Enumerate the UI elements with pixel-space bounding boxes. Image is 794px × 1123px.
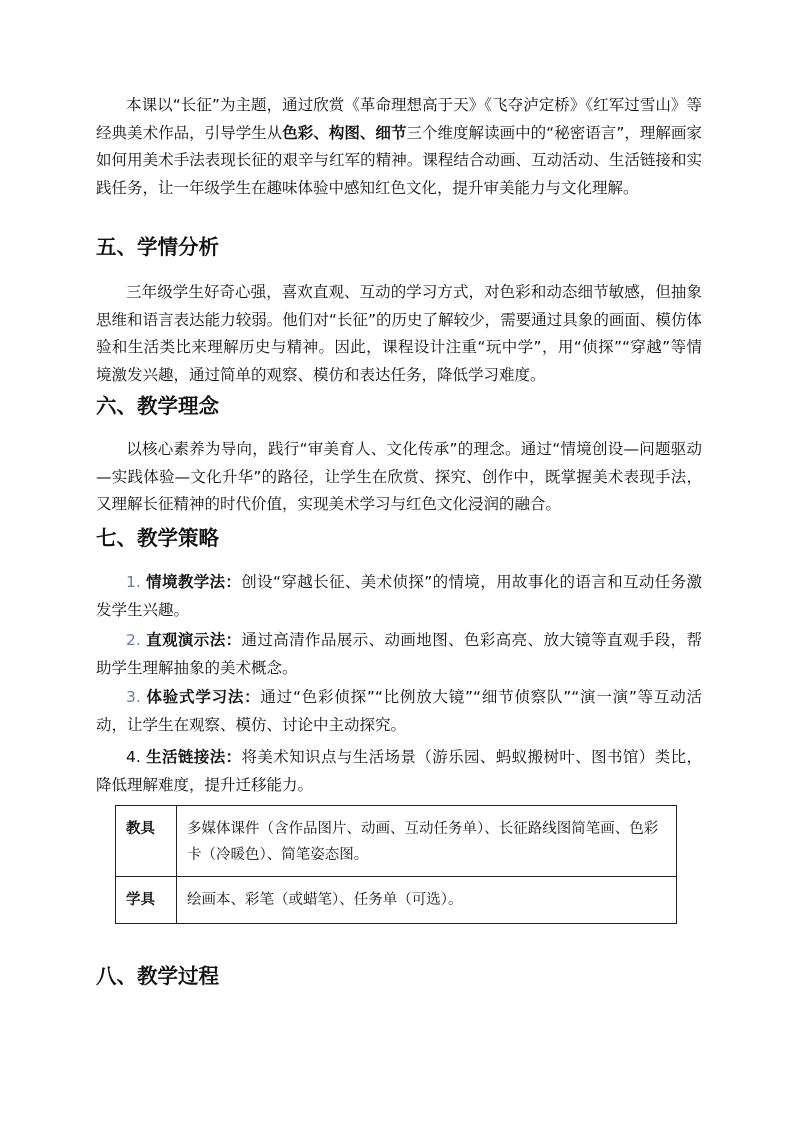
strategy-item-number: 4.: [126, 748, 141, 766]
intro-text-part2: 三个维度解读画中的“秘密语言”，理解画家如何用美术手法表现长征的艰辛与红军的精神。课程结合动画、互动活动、生活链接和实践任务，让一年级学生在趣味体验中感知红色文化，提升审美能力与文化理解。: [96, 123, 702, 197]
intro-paragraph: [96, 92, 702, 202]
tools-table-row-teacher: [116, 806, 677, 877]
strategy-item-3: [96, 684, 702, 739]
intro-text-part1: 本课以“长征”为主题，通过欣赏《革命理想高于天》《飞夺泸定桥》《红军过雪山》等经典美术作品，引导学生从: [96, 96, 702, 142]
student-tools-text: 绘画本、彩笔（或蜡笔）、任务单（可选）。: [177, 877, 677, 924]
tools-table-row-student: [116, 877, 677, 924]
strategy-item-4: [96, 744, 702, 799]
section-8-heading: 八、教学过程: [96, 964, 219, 988]
strategy-item-text: 创设“穿越长征、美术侦探”的情境，用故事化的语言和互动任务激发学生兴趣。: [96, 573, 702, 619]
section-6-text: 以核心素养为导向，践行“审美育人、文化传承”的理念。通过“情境创设—问题驱动—实践体验—文化升华”的路径，让学生在欣赏、探究、创作中，既掌握美术表现手法，又理解长征精神的时代价值，实现美术学习与红色文化浸润的融合。: [96, 440, 702, 513]
strategy-item-text: 将美术知识点与生活场景（游乐园、蚂蚁搬树叶、图书馆）类比，降低理解难度，提升迁移能力。: [96, 748, 702, 794]
teacher-tools-label: 教具: [116, 806, 177, 877]
strategy-item-title: 生活链接法：: [146, 748, 242, 766]
section-5-text: 三年级学生好奇心强，喜欢直观、互动的学习方式，对色彩和动态细节敏感，但抽象思维和语言表达能力较弱。他们对“长征”的历史了解较少，需要通过具象的画面、模仿体验和生活类比来理解历史与精神。因此，课程设计注重“玩中学”，用“侦探”“穿越”等情境激发兴趣，通过简单的观察、模仿和表达任务，降低学习难度。: [96, 283, 702, 384]
section-5-paragraph: [96, 279, 702, 389]
strategy-item-title: 体验式学习法：: [146, 688, 261, 706]
strategy-item-title: 情境教学法：: [146, 573, 242, 591]
teacher-tools-text: 多媒体课件（含作品图片、动画、互动任务单）、长征路线图简笔画、色彩卡（冷暖色）、简笔姿态图。: [177, 806, 677, 877]
strategy-item-number: 2.: [126, 631, 141, 649]
strategy-item-title: 直观演示法：: [146, 631, 242, 649]
section-7-heading: 七、教学策略: [96, 526, 219, 550]
strategy-item-text: 通过“色彩侦探”“比例放大镜”“细节侦察队”“演一演”等互动活动，让学生在观察、模仿、讨论中主动探究。: [96, 688, 702, 734]
section-5-heading: 五、学情分析: [96, 235, 219, 259]
tools-table: [115, 805, 677, 924]
strategy-item-number: 3.: [126, 688, 141, 706]
section-6-paragraph: [96, 436, 702, 519]
strategy-item-2: [96, 627, 702, 682]
student-tools-label: 学具: [116, 877, 177, 924]
strategy-item-1: [96, 569, 702, 624]
section-6-heading: 六、教学理念: [96, 394, 219, 418]
strategy-item-number: 1.: [126, 573, 141, 591]
intro-bold-keywords: 色彩、构图、细节: [282, 123, 407, 142]
strategy-item-text: 通过高清作品展示、动画地图、色彩高亮、放大镜等直观手段，帮助学生理解抽象的美术概念。: [96, 631, 702, 677]
